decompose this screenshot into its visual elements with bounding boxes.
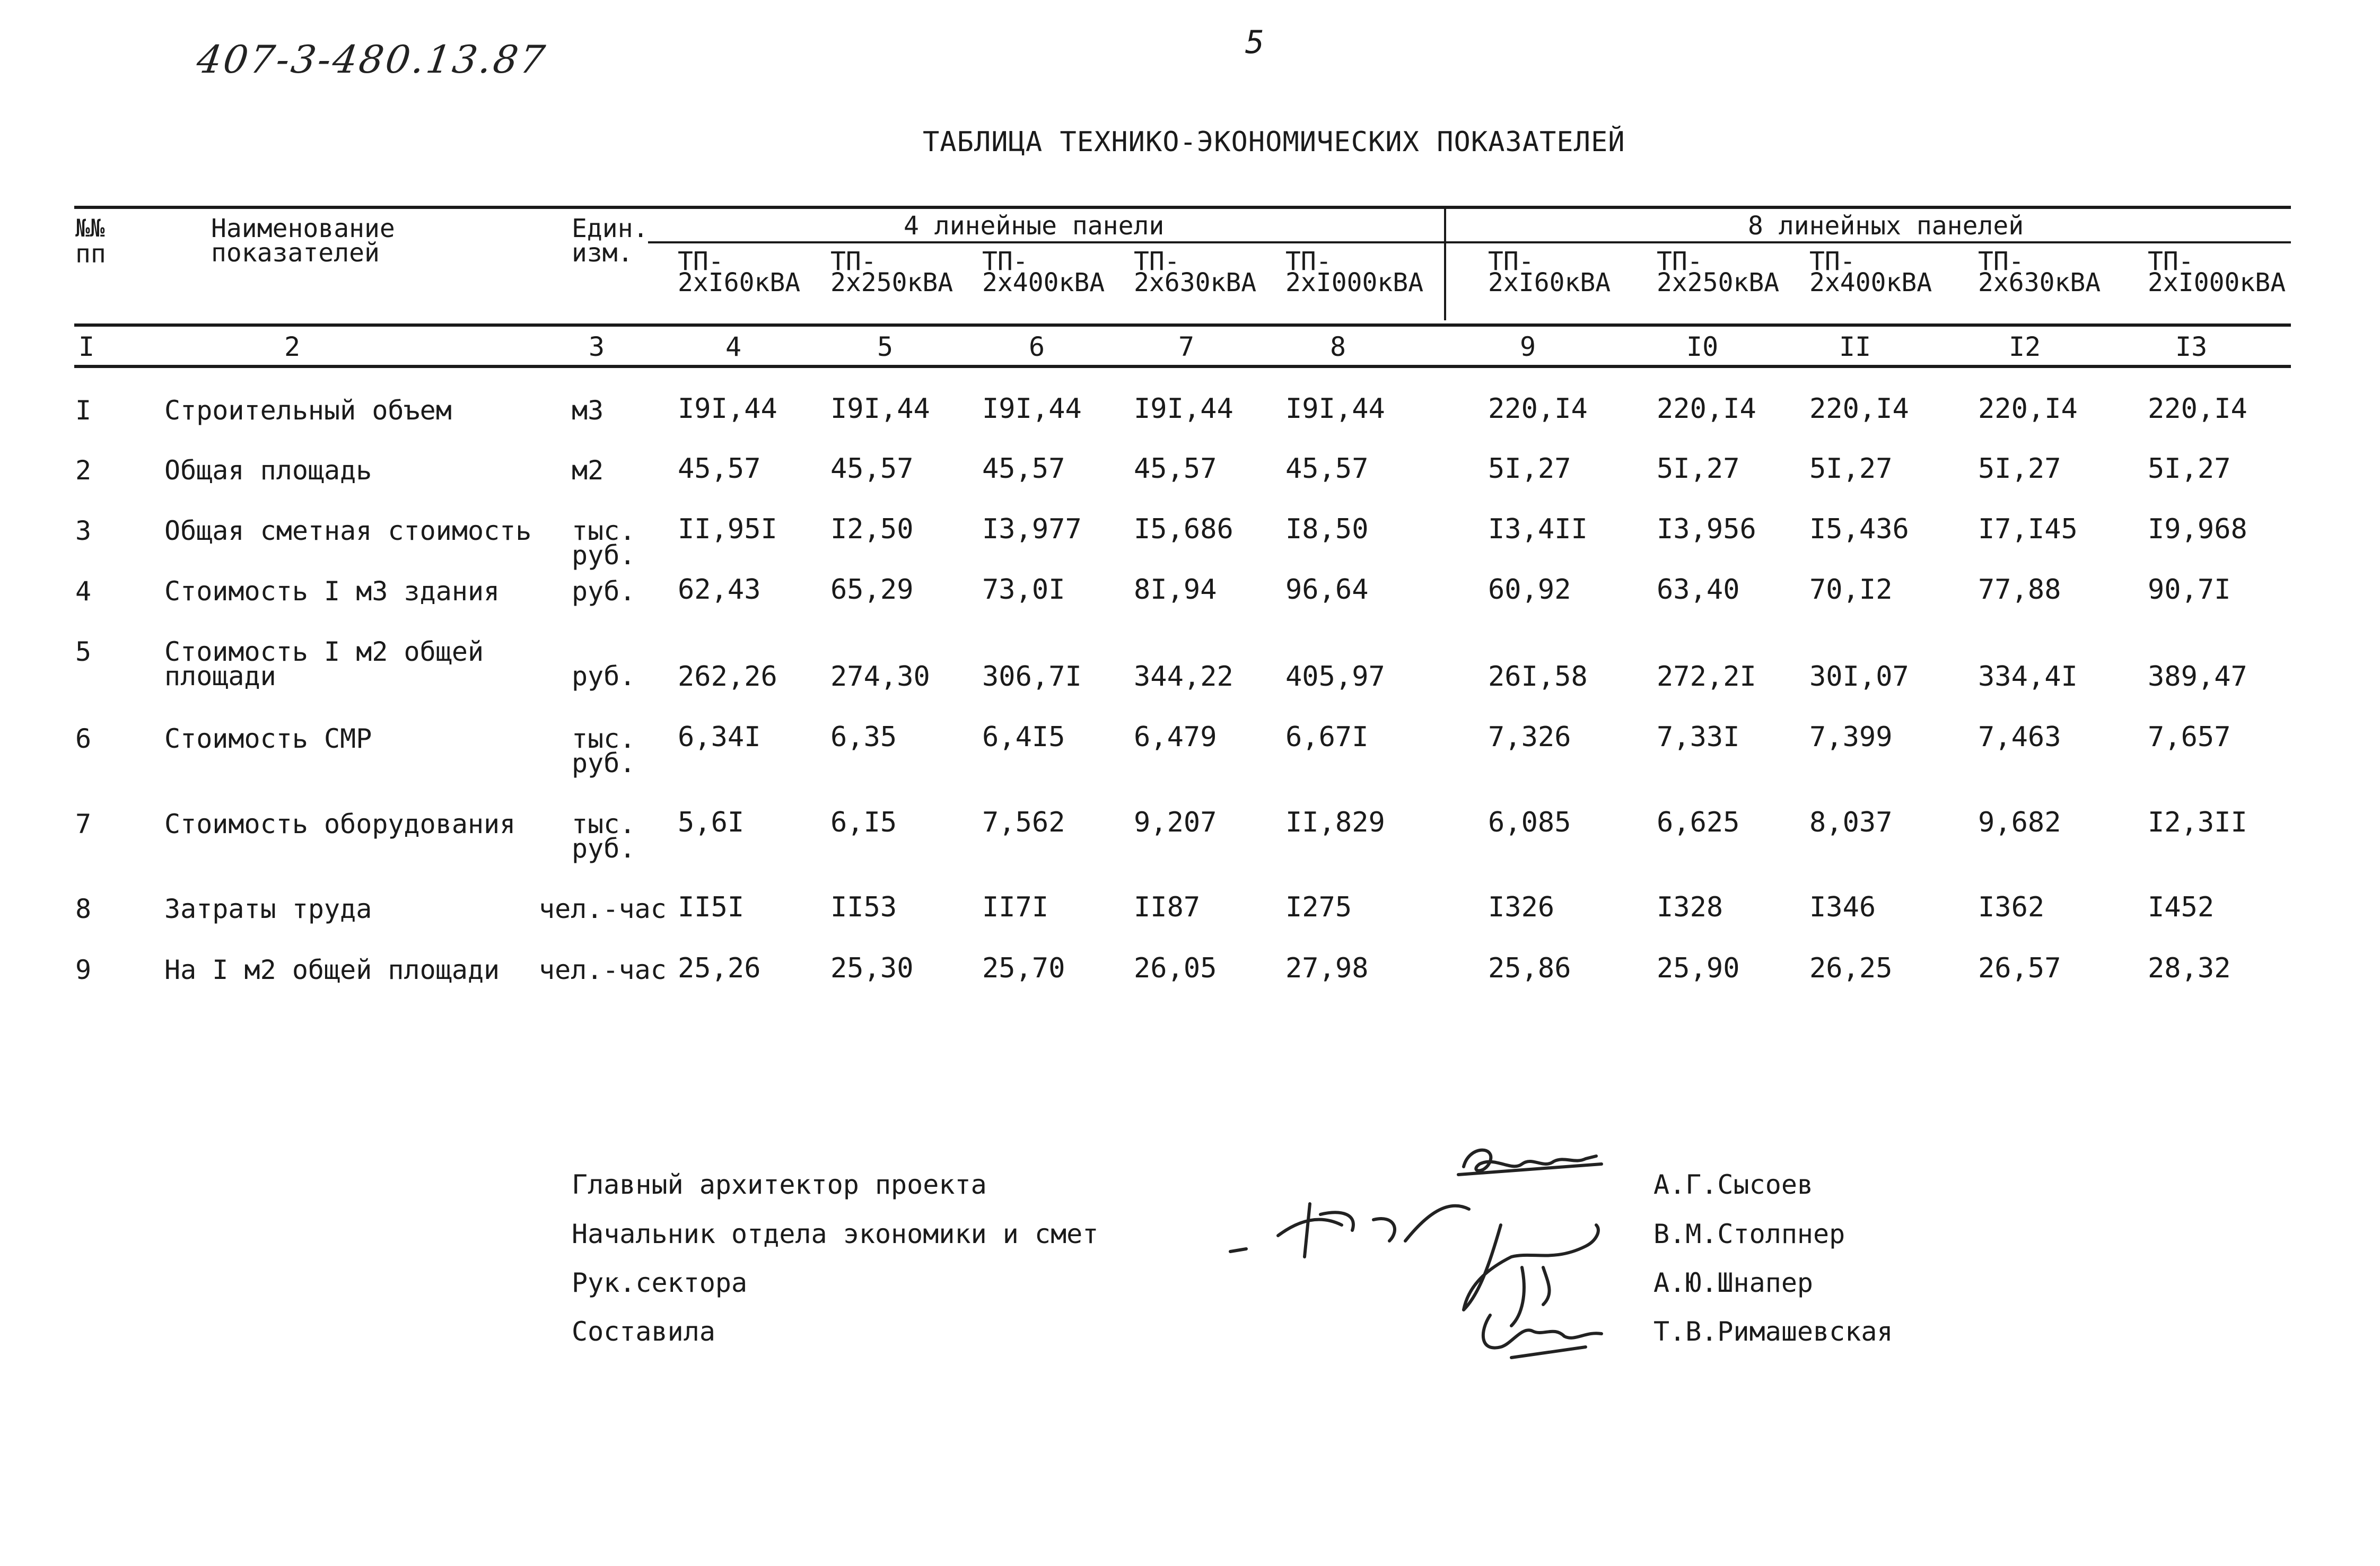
table-cell: 96,64 <box>1285 574 1369 606</box>
row-name: Строительный объем <box>164 395 452 426</box>
row-unit-cont: руб. <box>572 833 636 864</box>
column-header-l2: 2х630кВА <box>1134 268 1257 298</box>
table-cell: 62,43 <box>678 574 761 606</box>
table-cell: 6,34I <box>678 721 761 753</box>
column-header-l1: ТП- <box>1978 247 2024 276</box>
row-number: I <box>75 395 92 426</box>
table-cell: I5,686 <box>1134 513 1233 545</box>
table-cell: 7,562 <box>982 807 1065 838</box>
table-cell: 8I,94 <box>1134 574 1217 606</box>
row-number: 3 <box>75 515 92 546</box>
table-cell: I452 <box>2148 891 2215 923</box>
table-cell: I346 <box>1809 891 1876 923</box>
table-cell: 77,88 <box>1978 574 2061 606</box>
table-cell: I9I,44 <box>1285 393 1385 425</box>
header-unit-line1: Един. <box>572 214 649 243</box>
signature-name: В.М.Столпнер <box>1653 1219 1845 1249</box>
table-cell: I275 <box>1285 891 1352 923</box>
column-number: 9 <box>1520 331 1536 362</box>
table-cell: I8,50 <box>1285 513 1369 545</box>
column-header-l2: 2хI000кВА <box>1285 268 1424 298</box>
column-header-l2: 2х400кВА <box>982 268 1105 298</box>
table-cell: 60,92 <box>1488 574 1571 606</box>
column-header-l1: ТП- <box>1809 247 1856 276</box>
table-cell: 73,0I <box>982 574 1065 606</box>
signature-role: Рук.сектора <box>572 1267 748 1298</box>
table-cell: I9I,44 <box>678 393 777 425</box>
table-cell: I9I,44 <box>830 393 930 425</box>
table-cell: 8,037 <box>1809 807 1893 838</box>
row-name: Стоимость СМР <box>164 723 372 754</box>
column-header-l2: 2х250кВА <box>1657 268 1780 298</box>
row-unit: м3 <box>572 395 604 426</box>
table-cell: 6,085 <box>1488 807 1571 838</box>
row-number: 9 <box>75 955 92 985</box>
table-cell: 45,57 <box>982 453 1065 485</box>
group1-label: 4 линейные панели <box>904 211 1165 241</box>
table-cell: II,829 <box>1285 807 1385 838</box>
row-unit-cont: руб. <box>572 748 636 778</box>
table-cell: I3,4II <box>1488 513 1588 545</box>
table-cell: 5,6I <box>678 807 745 838</box>
column-header-l1: ТП- <box>1657 247 1703 276</box>
column-number: 2 <box>284 331 301 362</box>
column-header-l2: 2хI60кВА <box>1488 268 1611 298</box>
table-cell: II7I <box>982 891 1049 923</box>
table-cell: 274,30 <box>830 661 930 693</box>
table-cell: 28,32 <box>2148 952 2231 984</box>
row-unit: чел.-час <box>539 894 667 924</box>
table-cell: II5I <box>678 891 745 923</box>
table-cell: 45,57 <box>678 453 761 485</box>
signature-role: Составила <box>572 1316 715 1347</box>
table-cell: 25,86 <box>1488 952 1571 984</box>
table-cell: 220,I4 <box>2148 393 2247 425</box>
row-number: 8 <box>75 894 92 924</box>
table-cell: 25,70 <box>982 952 1065 984</box>
column-header-l2: 2хI000кВА <box>2148 268 2286 298</box>
table-cell: 7,463 <box>1978 721 2061 753</box>
table-cell: 6,479 <box>1134 721 1217 753</box>
row-number: 2 <box>75 455 92 486</box>
page-number: 5 <box>1245 24 1265 61</box>
header-name-line2: показателей <box>211 238 380 268</box>
table-cell: 6,I5 <box>830 807 897 838</box>
column-header-l2: 2х630кВА <box>1978 268 2101 298</box>
group-divider <box>1444 208 1446 320</box>
table-cell: 5I,27 <box>1978 453 2061 485</box>
table-cell: 26,05 <box>1134 952 1217 984</box>
row-name: Затраты труда <box>164 894 372 924</box>
table-cell: 7,399 <box>1809 721 1893 753</box>
signature-role: Начальник отдела экономики и смет <box>572 1219 1099 1249</box>
table-cell: I2,50 <box>830 513 914 545</box>
column-number: I <box>78 331 95 362</box>
row-name: Стоимость I м3 здания <box>164 576 500 607</box>
table-cell: I9I,44 <box>982 393 1082 425</box>
row-unit: чел.-час <box>539 955 667 985</box>
table-cell: I5,436 <box>1809 513 1909 545</box>
signature-name: Т.В.Римашевская <box>1653 1316 1893 1347</box>
table-cell: 405,97 <box>1285 661 1385 693</box>
row-number: 4 <box>75 576 92 607</box>
table-cell: 6,625 <box>1657 807 1740 838</box>
table-cell: 45,57 <box>1134 453 1217 485</box>
row-unit: тыс. <box>572 515 636 546</box>
row-number: 7 <box>75 809 92 839</box>
group2-underline <box>1446 241 2291 243</box>
table-cell: I3,956 <box>1657 513 1756 545</box>
number-row-rule <box>74 365 2291 368</box>
table-cell: 26,57 <box>1978 952 2061 984</box>
table-cell: II53 <box>830 891 897 923</box>
group1-underline <box>648 241 1446 243</box>
table-cell: 220,I4 <box>1657 393 1756 425</box>
column-header-l1: ТП- <box>1488 247 1534 276</box>
handwritten-signatures <box>1214 1135 1660 1373</box>
signature-role: Главный архитектор проекта <box>572 1169 987 1200</box>
table-cell: 220,I4 <box>1809 393 1909 425</box>
table-cell: I3,977 <box>982 513 1082 545</box>
table-cell: 27,98 <box>1285 952 1369 984</box>
row-unit: тыс. <box>572 723 636 754</box>
column-number: 7 <box>1178 331 1195 362</box>
column-header-l2: 2х400кВА <box>1809 268 1932 298</box>
group2-label: 8 линейных панелей <box>1748 211 2024 241</box>
header-unit-line2: изм. <box>572 238 633 268</box>
row-name: На I м2 общей площади <box>164 955 500 985</box>
table-cell: I326 <box>1488 891 1555 923</box>
table-cell: I9I,44 <box>1134 393 1233 425</box>
table-cell: 272,2I <box>1657 661 1756 693</box>
row-name-cont: площади <box>164 661 276 692</box>
table-cell: 30I,07 <box>1809 661 1909 693</box>
row-unit: м2 <box>572 455 604 486</box>
header-no-line2: пп <box>75 239 106 269</box>
signature-name: А.Г.Сысоев <box>1653 1169 1814 1200</box>
table-top-rule <box>74 206 2291 209</box>
column-header-l2: 2х250кВА <box>830 268 953 298</box>
row-number: 5 <box>75 636 92 667</box>
table-cell: 65,29 <box>830 574 914 606</box>
table-cell: 9,682 <box>1978 807 2061 838</box>
table-cell: 26,25 <box>1809 952 1893 984</box>
table-cell: 25,90 <box>1657 952 1740 984</box>
row-unit-cont: руб. <box>572 540 636 571</box>
row-unit: тыс. <box>572 809 636 839</box>
document-code: 407-3-480.13.87 <box>194 37 550 82</box>
table-cell: I7,I45 <box>1978 513 2078 545</box>
header-no-line1: №№ <box>75 214 105 242</box>
table-cell: 45,57 <box>1285 453 1369 485</box>
table-cell: II,95I <box>678 513 777 545</box>
row-name: Стоимость оборудования <box>164 809 516 839</box>
table-cell: 344,22 <box>1134 661 1233 693</box>
table-cell: 7,326 <box>1488 721 1571 753</box>
row-name: Общая сметная стоимость <box>164 515 532 546</box>
column-header-l2: 2хI60кВА <box>678 268 801 298</box>
table-cell: 389,47 <box>2148 661 2247 693</box>
table-cell: 220,I4 <box>1978 393 2078 425</box>
table-cell: 5I,27 <box>1657 453 1740 485</box>
table-cell: 5I,27 <box>1809 453 1893 485</box>
table-cell: 6,67I <box>1285 721 1369 753</box>
table-cell: 63,40 <box>1657 574 1740 606</box>
table-cell: 6,35 <box>830 721 897 753</box>
column-number: 6 <box>1029 331 1045 362</box>
table-cell: 334,4I <box>1978 661 2078 693</box>
header-bottom-rule <box>74 323 2291 327</box>
table-cell: 9,207 <box>1134 807 1217 838</box>
table-cell: 220,I4 <box>1488 393 1588 425</box>
column-number: I2 <box>2009 331 2041 362</box>
row-name: Общая площадь <box>164 455 372 486</box>
column-header-l1: ТП- <box>1134 247 1180 276</box>
signature-name: А.Ю.Шнапер <box>1653 1267 1814 1298</box>
column-number: I3 <box>2175 331 2208 362</box>
column-number: II <box>1839 331 1871 362</box>
table-cell: 26I,58 <box>1488 661 1588 693</box>
header-name-line1: Наименование <box>211 214 395 243</box>
table-cell: I328 <box>1657 891 1723 923</box>
table-cell: 7,657 <box>2148 721 2231 753</box>
table-cell: I2,3II <box>2148 807 2247 838</box>
column-number: 4 <box>725 331 742 362</box>
table-cell: 45,57 <box>830 453 914 485</box>
table-cell: 90,7I <box>2148 574 2231 606</box>
row-unit: руб. <box>572 661 636 692</box>
column-number: I0 <box>1686 331 1719 362</box>
row-number: 6 <box>75 723 92 754</box>
column-header-l1: ТП- <box>1285 247 1332 276</box>
row-name: Стоимость I м2 общей <box>164 636 484 667</box>
column-number: 3 <box>589 331 605 362</box>
table-cell: 25,26 <box>678 952 761 984</box>
table-cell: 25,30 <box>830 952 914 984</box>
table-cell: 306,7I <box>982 661 1082 693</box>
table-cell: 262,26 <box>678 661 777 693</box>
table-cell: I9,968 <box>2148 513 2247 545</box>
table-cell: 6,4I5 <box>982 721 1065 753</box>
table-cell: 7,33I <box>1657 721 1740 753</box>
column-header-l1: ТП- <box>830 247 877 276</box>
column-header-l1: ТП- <box>982 247 1028 276</box>
column-header-l1: ТП- <box>2148 247 2194 276</box>
table-cell: 5I,27 <box>1488 453 1571 485</box>
document-title: ТАБЛИЦА ТЕХНИКО-ЭКОНОМИЧЕСКИХ ПОКАЗАТЕЛЕЙ <box>923 126 1625 158</box>
table-cell: 5I,27 <box>2148 453 2231 485</box>
column-number: 5 <box>877 331 894 362</box>
table-cell: II87 <box>1134 891 1201 923</box>
row-unit: руб. <box>572 576 636 607</box>
table-cell: 70,I2 <box>1809 574 1893 606</box>
table-cell: I362 <box>1978 891 2045 923</box>
column-header-l1: ТП- <box>678 247 724 276</box>
column-number: 8 <box>1330 331 1346 362</box>
